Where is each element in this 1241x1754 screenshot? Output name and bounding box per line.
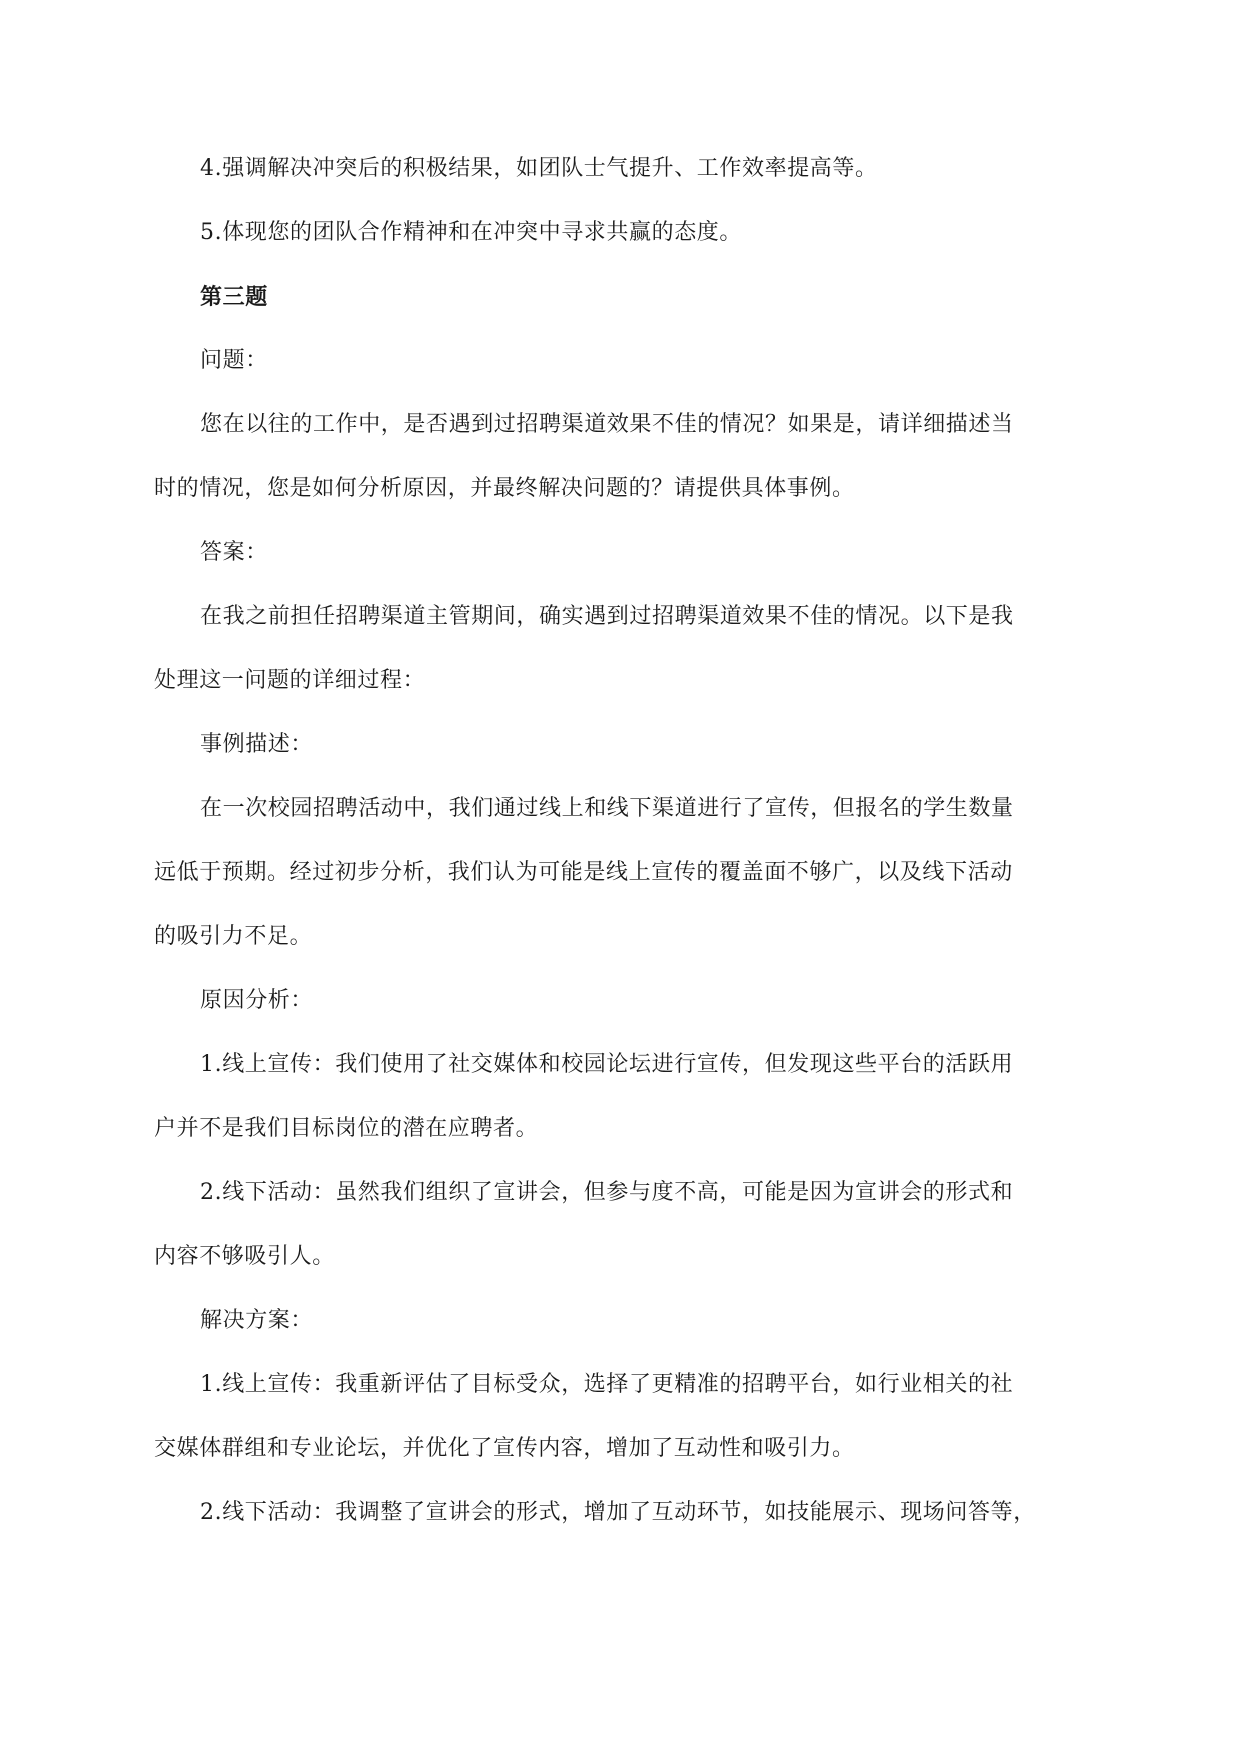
- paragraph-line: 远低于预期。经过初步分析，我们认为可能是线上宣传的覆盖面不够广，以及线下活动: [154, 860, 1013, 885]
- list-item-line: 2.线下活动：我调整了宣讲会的形式，增加了互动环节，如技能展示、现场问答等，: [200, 1500, 1036, 1525]
- list-item-line: 交媒体群组和专业论坛，并优化了宣传内容，增加了互动性和吸引力。: [154, 1436, 855, 1461]
- paragraph-line: 您在以往的工作中，是否遇到过招聘渠道效果不佳的情况？如果是，请详细描述当: [200, 412, 1014, 437]
- paragraph-line: 5.体现您的团队合作精神和在冲突中寻求共赢的态度。: [200, 220, 742, 245]
- list-item-line: 1.线上宣传：我们使用了社交媒体和校园论坛进行宣传，但发现这些平台的活跃用: [200, 1052, 1014, 1077]
- answer-label: 答案：: [200, 540, 268, 565]
- paragraph-line: 时的情况，您是如何分析原因，并最终解决问题的？请提供具体事例。: [154, 476, 855, 501]
- paragraph-line: 处理这一问题的详细过程：: [154, 668, 426, 693]
- question-label: 问题：: [200, 348, 268, 373]
- subheading-label: 事例描述：: [200, 732, 314, 757]
- paragraph-line: 在一次校园招聘活动中，我们通过线上和线下渠道进行了宣传，但报名的学生数量: [200, 796, 1014, 821]
- section-heading: 第三题: [200, 284, 268, 310]
- paragraph-line: 的吸引力不足。: [154, 924, 313, 949]
- subheading-label: 原因分析：: [200, 988, 314, 1013]
- paragraph-line: 4.强调解决冲突后的积极结果，如团队士气提升、工作效率提高等。: [200, 156, 878, 181]
- list-item-line: 内容不够吸引人。: [154, 1244, 335, 1269]
- list-item-line: 户并不是我们目标岗位的潜在应聘者。: [154, 1116, 539, 1141]
- list-item-line: 2.线下活动：虽然我们组织了宣讲会，但参与度不高，可能是因为宣讲会的形式和: [200, 1180, 1014, 1205]
- paragraph-line: 在我之前担任招聘渠道主管期间，确实遇到过招聘渠道效果不佳的情况。以下是我: [200, 604, 1014, 629]
- list-item-line: 1.线上宣传：我重新评估了目标受众，选择了更精准的招聘平台，如行业相关的社: [200, 1372, 1014, 1397]
- subheading-label: 解决方案：: [200, 1308, 314, 1333]
